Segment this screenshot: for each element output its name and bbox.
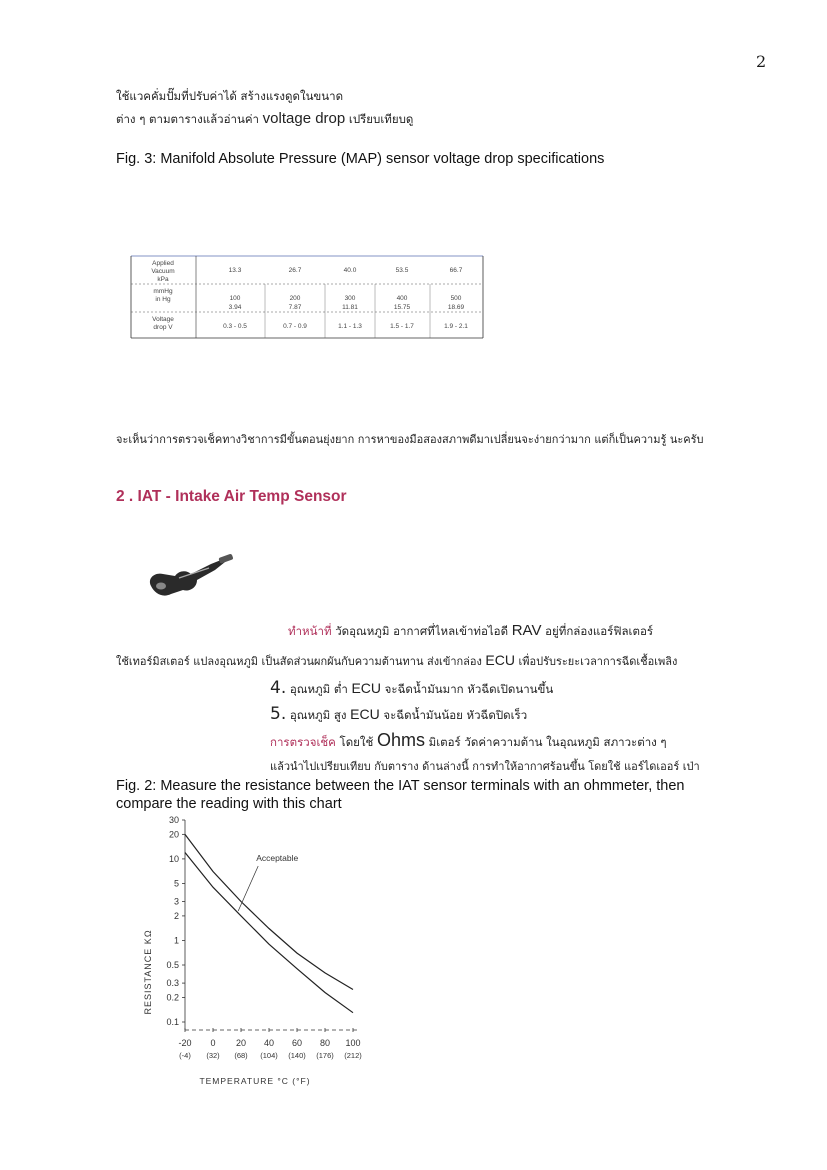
table-cell: 200 <box>289 295 301 302</box>
iat-resistance-chart <box>135 812 385 1097</box>
y-tick-label: 30 <box>168 815 179 825</box>
table-row-label: in Hg <box>155 296 171 303</box>
check-line-2: แล้วนำไปเปรียบเทียบ กับตาราง ด้านล่างนี้ การทำให้อากาศร้อนขึ้น โดยใช้ แอร์ไดเออร์ เป่า <box>270 760 700 773</box>
table-cell: 7.87 <box>288 304 302 311</box>
table-cell: 1.1 - 1.3 <box>338 323 362 330</box>
check-pre: โดยใช้ <box>339 735 374 749</box>
table-cell: 1.5 - 1.7 <box>390 323 414 330</box>
x-tick-label: 20 <box>235 1038 247 1048</box>
x-tick-label-f: (68) <box>234 1051 248 1060</box>
annotation-leader <box>238 866 258 911</box>
list-item-post: จะฉีดน้ำมันน้อย หัวฉีดปิดเร็ว <box>383 708 528 722</box>
table-cell: 0.7 - 0.9 <box>283 323 307 330</box>
ecu-term: ECU <box>485 652 515 668</box>
table-cell: 11.81 <box>342 304 358 311</box>
list-item-ecu: ECU <box>350 706 380 722</box>
map-voltage-table <box>130 254 484 340</box>
table-row-label: mmHg <box>153 288 173 295</box>
list-item-post: จะฉีดน้ำมันมาก หัวฉีดเปิดนานขึ้น <box>384 682 554 696</box>
table-cell: 400 <box>396 295 408 302</box>
x-tick-label-f: (212) <box>344 1051 362 1060</box>
function-text: วัดอุณหภูมิ อากาศที่ไหลเข้าท่อไอดี <box>335 624 509 638</box>
y-tick-label: 2 <box>173 910 179 921</box>
table-cell: 1.9 - 2.1 <box>444 323 468 330</box>
check-label: การตรวจเช็ค <box>270 735 336 749</box>
summary-text: จะเห็นว่าการตรวจเช็คทางวิชาการมีขั้นตอนยุ่งยาก การหาของมือสองสภาพดีมาเปลี่ยนจะง่ายกว่ามาก แต่ก็เป็นความรู้ นะครับ <box>116 433 704 446</box>
function-label: ทำหน้าที่ <box>288 624 332 638</box>
function-line-2-start: ใช้เทอร์มิสเตอร์ แปลงอุณหภูมิ เป็นสัดส่วนผกผันกับความต้านทาน ส่งเข้ากล่อง <box>116 655 482 668</box>
x-tick-label: 100 <box>345 1038 361 1048</box>
x-tick-label: 40 <box>263 1038 275 1048</box>
x-tick-label: 80 <box>319 1038 331 1048</box>
x-tick-label-f: (32) <box>206 1051 220 1060</box>
function-text-end: อยู่ที่กล่องแอร์ฟิลเตอร์ <box>545 624 654 638</box>
table-cell: 3.94 <box>228 304 242 311</box>
page-number: 2 <box>756 52 767 71</box>
y-tick-label: 5 <box>173 878 179 889</box>
x-tick-label-f: (176) <box>316 1051 334 1060</box>
y-tick-label: 10 <box>168 853 179 864</box>
table-cell: 53.5 <box>395 267 409 274</box>
check-line-1 <box>270 730 667 752</box>
y-tick-label: 0.2 <box>166 992 179 1003</box>
voltage-drop-term: voltage drop <box>262 110 346 127</box>
intro-line-1: ใช้แวคคั่มปั๊มที่ปรับค่าได้ สร้างแรงดูดในขนาด <box>116 89 344 103</box>
y-tick-label: 20 <box>168 829 179 840</box>
function-line-1 <box>288 622 653 641</box>
ohms-term: Ohms <box>377 730 426 750</box>
y-axis-label: RESISTANCE KΩ <box>143 929 153 1015</box>
intro-line-2-suffix: เปรียบเทียบดู <box>348 112 414 126</box>
function-line-2-end: เพื่อปรับระยะเวลาการฉีดเชื้อเพลิง <box>518 655 678 668</box>
rav-term: RAV <box>511 622 542 639</box>
table-cell: 100 <box>229 295 241 302</box>
list-item-number: 5. <box>270 704 287 724</box>
iat-sensor-image <box>145 548 240 603</box>
x-axis-label: TEMPERATURE °C (°F) <box>199 1076 311 1086</box>
list-item <box>270 704 527 725</box>
annotation-acceptable: Acceptable <box>256 852 299 863</box>
table-row-label: kPa <box>157 276 169 283</box>
table-row-label: drop V <box>153 324 173 331</box>
table-cell: 66.7 <box>449 267 463 274</box>
table-cell: 13.3 <box>228 267 242 274</box>
x-tick-label-f: (140) <box>288 1051 306 1060</box>
table-cell: 300 <box>344 295 356 302</box>
y-tick-label: 0.1 <box>166 1017 179 1027</box>
y-tick-label: 0.5 <box>166 960 179 971</box>
x-tick-label: 60 <box>291 1038 303 1048</box>
list-item-number: 4. <box>270 678 287 698</box>
intro-line-2-prefix: ต่าง ๆ ตามตารางแล้วอ่านค่า <box>116 112 260 126</box>
table-row-label: Vacuum <box>151 268 175 275</box>
section-2-heading: 2 . IAT - Intake Air Temp Sensor <box>116 488 347 505</box>
table-cell: 18.69 <box>447 304 465 311</box>
x-tick-label: -20 <box>178 1038 192 1048</box>
list-item-ecu: ECU <box>351 680 382 696</box>
y-tick-label: 1 <box>173 935 179 946</box>
function-line-2 <box>116 652 677 670</box>
list-item-pre: อุณหภูมิ สูง <box>289 708 347 722</box>
table-cell: 40.0 <box>343 267 357 274</box>
table-cell: 0.3 - 0.5 <box>223 323 247 330</box>
y-tick-label: 3 <box>173 896 179 907</box>
x-tick-label-f: (104) <box>260 1051 278 1060</box>
check-post: มิเตอร์ วัดค่าความต้าน ในอุณหภูมิ สภาวะต่าง ๆ <box>428 735 667 749</box>
fig2-caption-line-1: Fig. 2: Measure the resistance between the IAT sensor terminals with an ohmmeter, then <box>116 778 685 794</box>
x-tick-label: 0 <box>210 1038 216 1048</box>
table-cell: 500 <box>450 295 462 302</box>
series-line <box>185 853 353 1013</box>
x-tick-label-f: (-4) <box>179 1051 191 1060</box>
y-tick-label: 0.3 <box>166 978 179 989</box>
intro-line-2 <box>116 110 413 129</box>
list-item-pre: อุณหภูมิ ต่ำ <box>289 682 348 696</box>
table-row-label: Voltage <box>152 316 174 323</box>
table-row-label: Applied <box>152 260 174 267</box>
list-item <box>270 678 553 699</box>
fig2-caption-line-2: compare the reading with this chart <box>116 796 342 812</box>
table-cell: 15.75 <box>393 304 411 311</box>
fig3-caption: Fig. 3: Manifold Absolute Pressure (MAP) sensor voltage drop specifications <box>116 151 605 167</box>
table-cell: 26.7 <box>288 267 302 274</box>
